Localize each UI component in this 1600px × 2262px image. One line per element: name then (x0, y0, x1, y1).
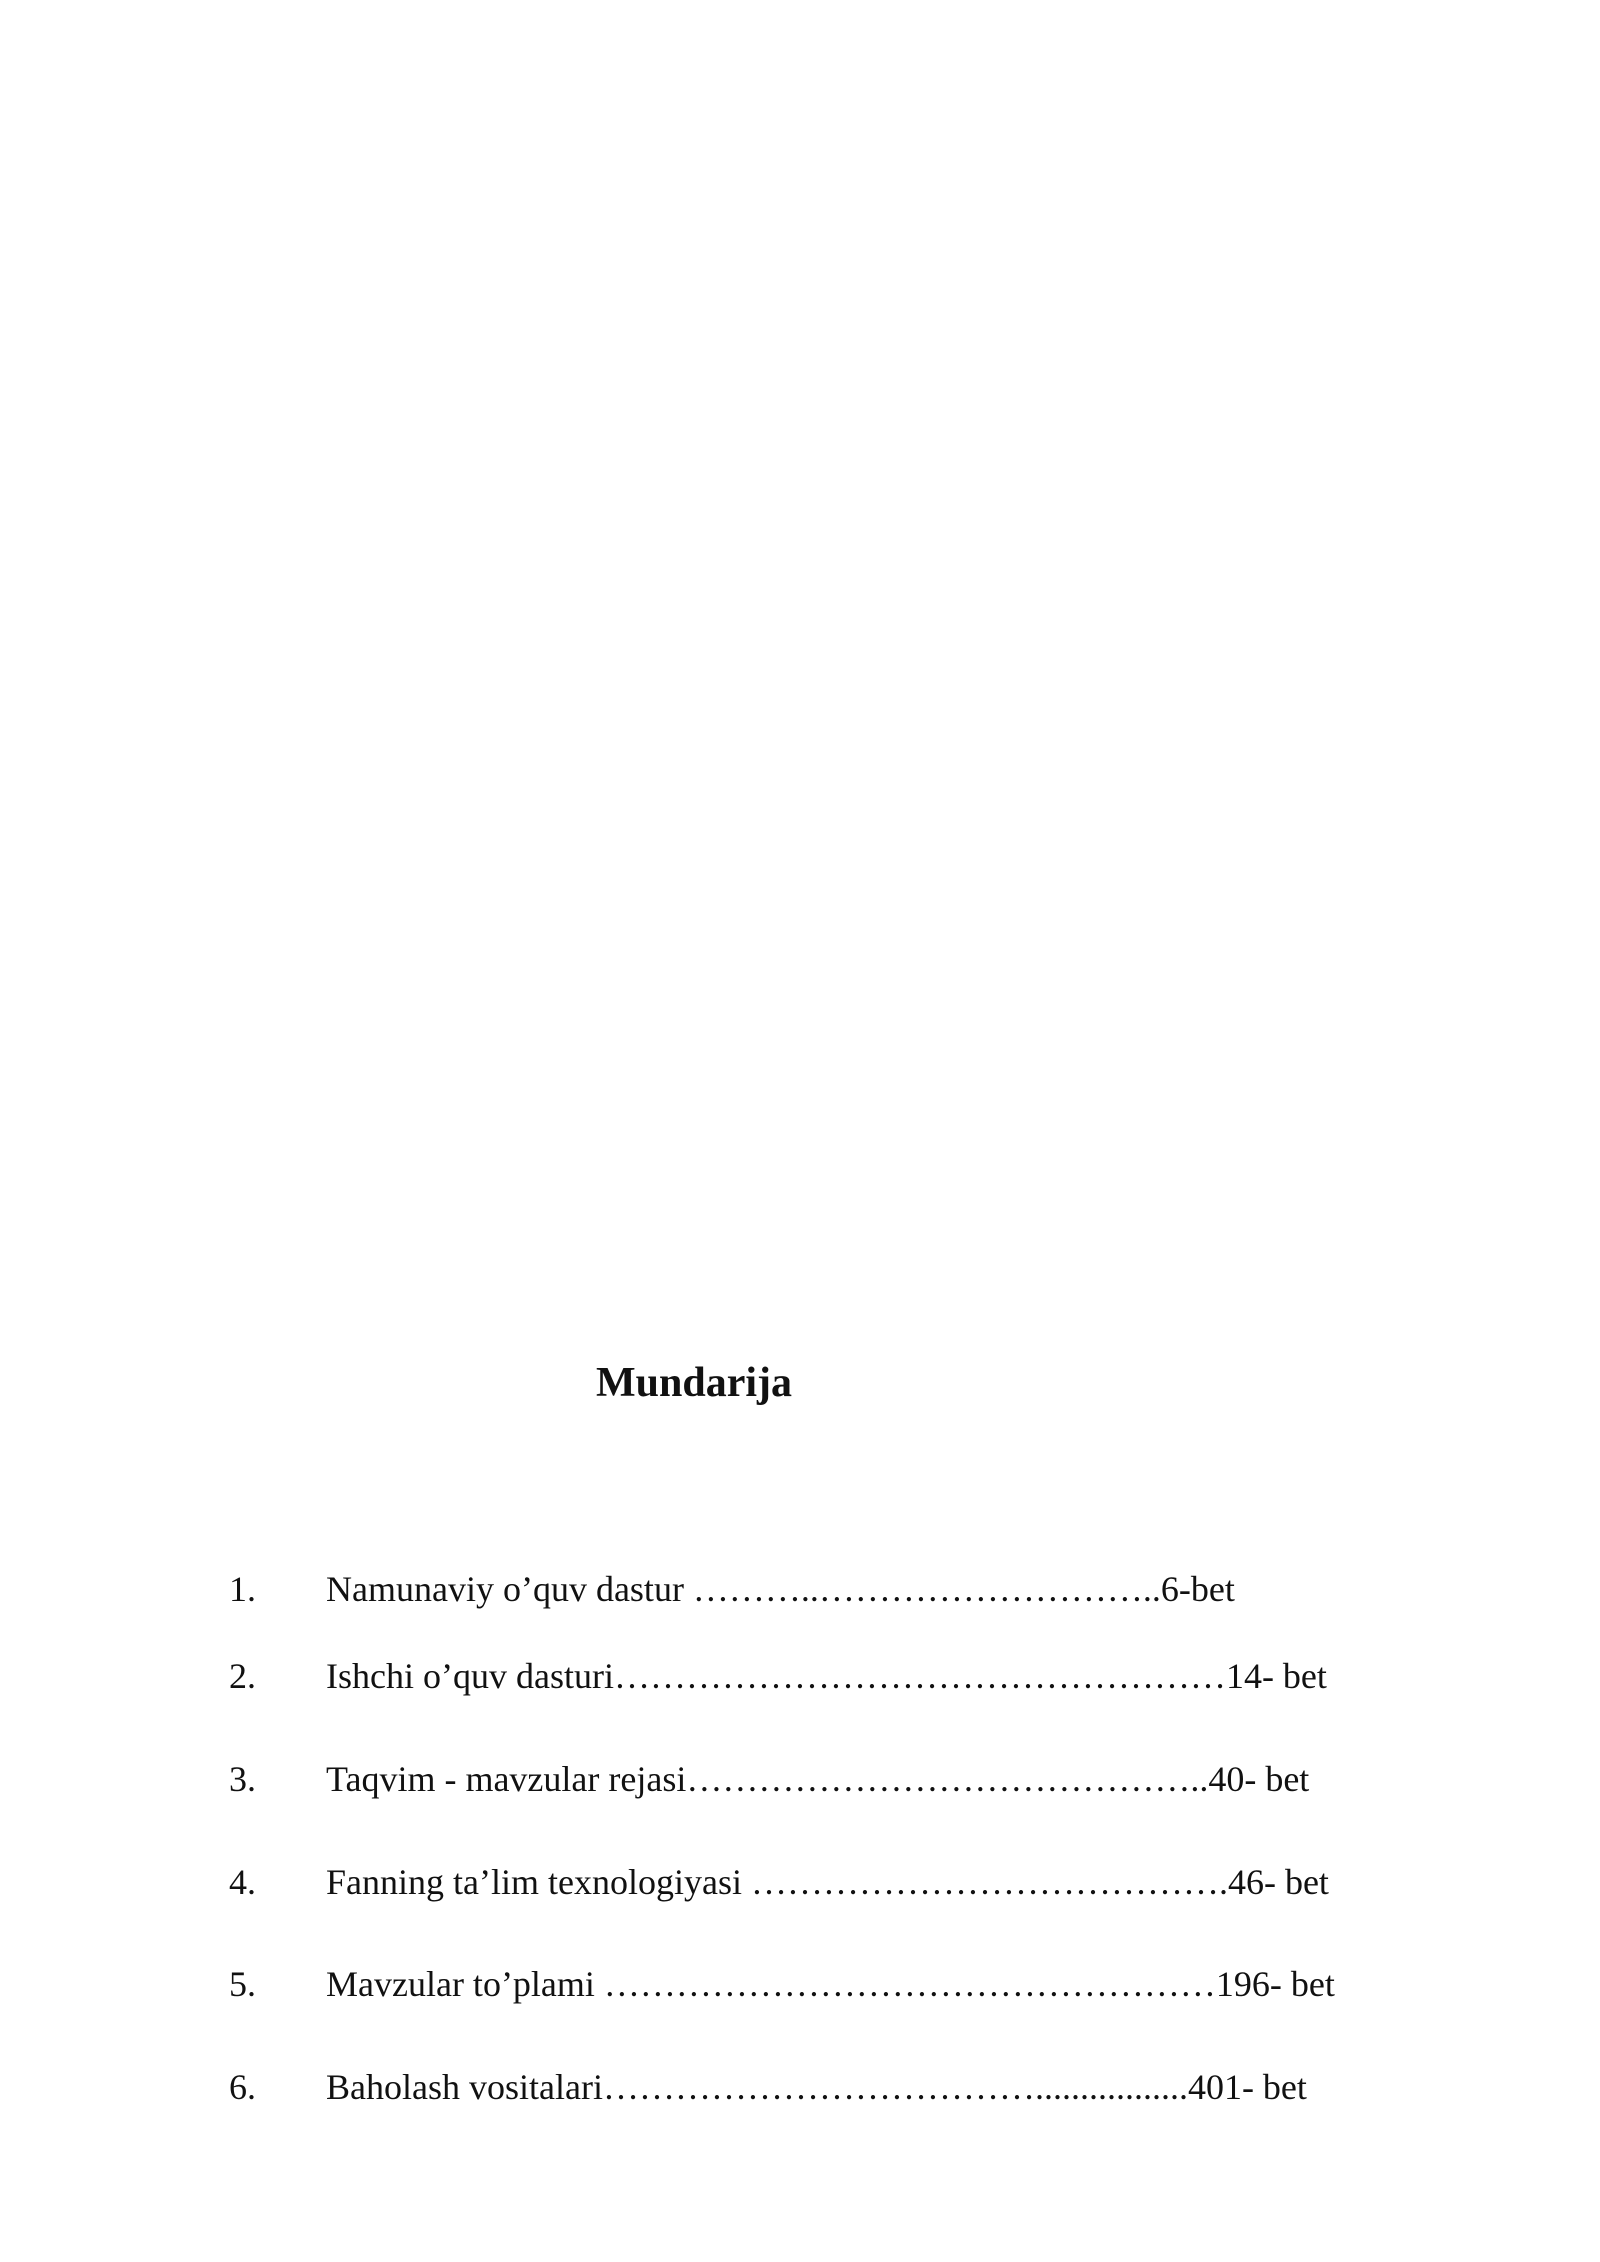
toc-item-number: 4. (229, 1862, 256, 1902)
toc-item-text: Ishchi o’quv dasturi……………………………………………14- bet (326, 1656, 1327, 1696)
toc-item-number: 5. (229, 1964, 256, 2004)
toc-item-number: 6. (229, 2067, 256, 2107)
toc-item-text: Namunaviy o’quv dastur ………..………………………..6-bet (326, 1569, 1235, 1609)
toc-item-text: Baholash vositalari……………………………….................401- bet (326, 2067, 1307, 2107)
toc-item-number: 3. (229, 1759, 256, 1799)
page-title: Mundarija (596, 1360, 793, 1406)
toc-item-number: 2. (229, 1656, 256, 1696)
toc-item-text: Mavzular to’plami ……………………………………………196- bet (326, 1964, 1335, 2004)
toc-item-number: 1. (229, 1569, 256, 1609)
toc-item-text: Taqvim - mavzular rejasi……………………………………..40- bet (326, 1759, 1310, 1799)
toc-item-text: Fanning ta’lim texnologiyasi ………………………………….46- bet (326, 1862, 1329, 1902)
